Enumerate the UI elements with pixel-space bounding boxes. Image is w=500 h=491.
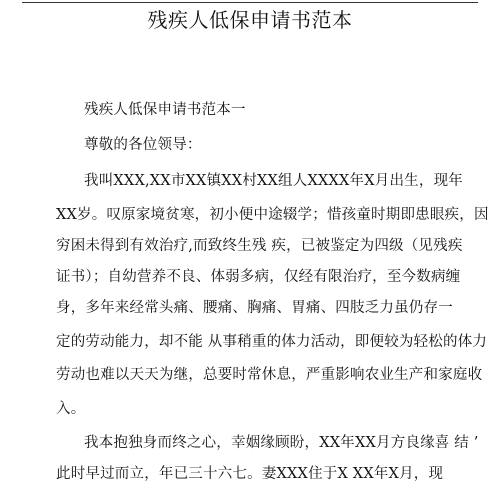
header-rule xyxy=(22,2,478,3)
paragraph-line: 此时早过而立，年已三十六七。妻XXX住于X XX年X月，现 xyxy=(56,466,444,482)
paragraph-line: 穷困未得到有效治疗,而致终生残 疾，已被鉴定为四级（见残疾 xyxy=(56,238,463,254)
paragraph-line: 证书）；自幼营养不良、体弱多病，仅经有限治疗，至今数病缠 xyxy=(56,269,461,285)
paragraph-line: 身，多年来经常头痛、腰痛、胸痛、胃痛、四肢乏力虽仍存一 xyxy=(56,300,453,316)
paragraph-line: 定的劳动能力，却不能 从事稍重的体力活动，即便较为轻松的体力 xyxy=(56,334,488,350)
subtitle: 残疾人低保申请书范本一 xyxy=(84,102,246,118)
salutation: 尊敬的各位领导： xyxy=(84,137,202,153)
paragraph-line: 劳动也难以天天为继，总要时常休息，严重影响农业生产和家庭收 xyxy=(56,367,483,383)
document-title: 残疾人低保申请书范本 xyxy=(147,8,353,32)
paragraph-line: 我本抱独身而终之心，幸姻缘顾盼，XX年XX月方良缘喜 结 ’ xyxy=(84,435,479,451)
paragraph-line: XX岁。叹原家境贫寒，初小便中途辍学；惜孩童时期即患眼疾，因 xyxy=(56,207,489,223)
paragraph-line: 入。 xyxy=(56,401,86,417)
paragraph-line: 我叫XXX,XX市XX镇XX村XX组人XXXX年X月出生，现年 xyxy=(84,173,463,189)
